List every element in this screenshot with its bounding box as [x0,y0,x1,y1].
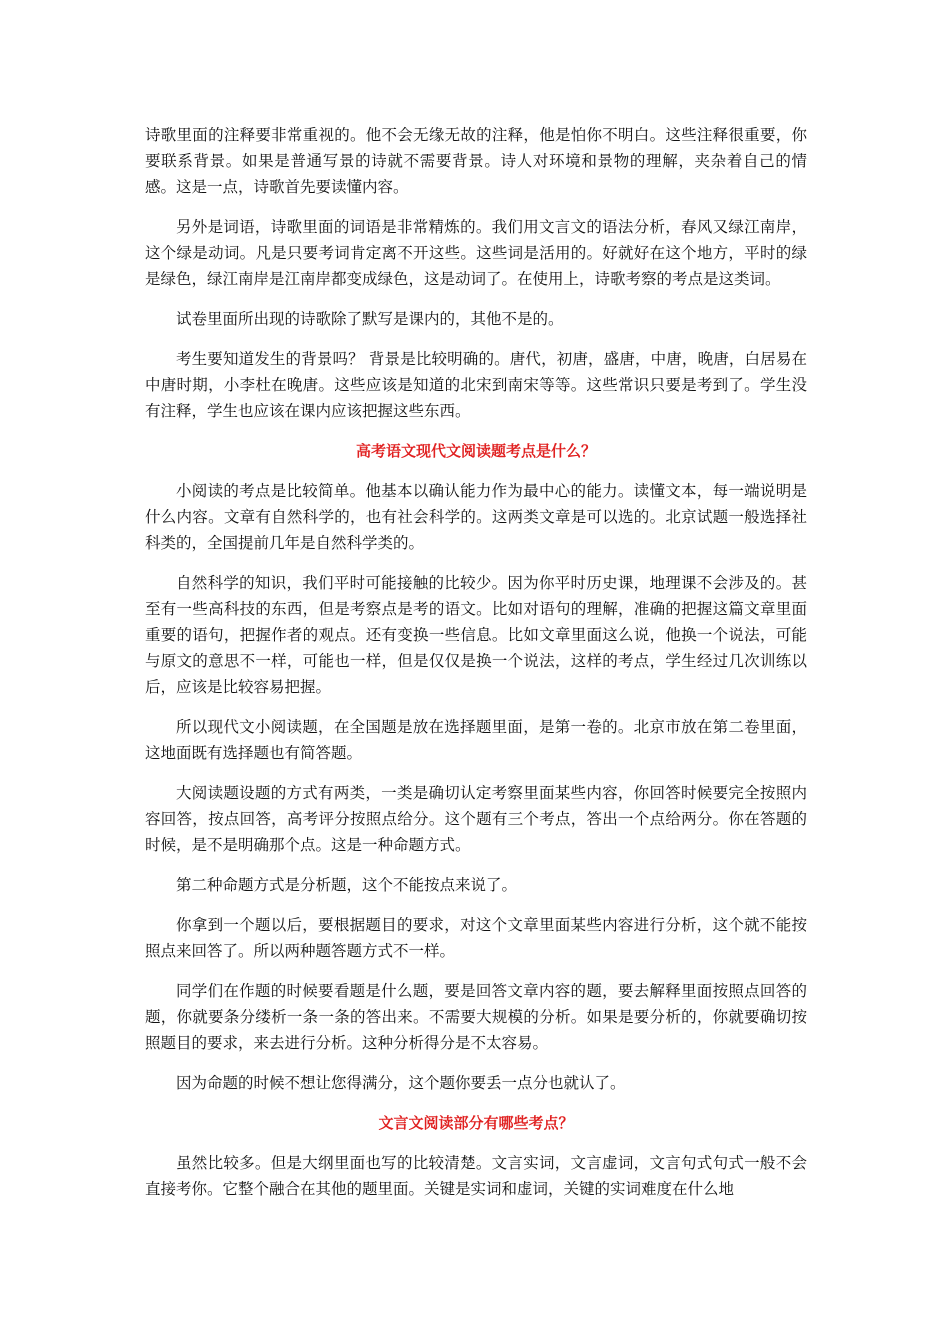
paragraph: 大阅读题设题的方式有两类，一类是确切认定考察里面某些内容，你回答时候要完全按照内容回答，按点回答，高考评分按照点给分。这个题有三个考点，答出一个点给两分。你在答题的时候，是不是明确那个点。这是一种命题方式。 [145,784,807,854]
paragraph: 诗歌里面的注释要非常重视的。他不会无缘无故的注释，他是怕你不明白。这些注释很重要，你要联系背景。如果是普通写景的诗就不需要背景。诗人对环境和景物的理解，夹杂着自己的情感。这是一点，诗歌首先要读懂内容。 [145,126,807,196]
paragraph: 因为命题的时候不想让您得满分，这个题你要丢一点分也就认了。 [176,1074,626,1092]
paragraph: 所以现代文小阅读题，在全国题是放在选择题里面，是第一卷的。北京市放在第二卷里面，这地面既有选择题也有简答题。 [145,718,807,762]
paragraph: 另外是词语，诗歌里面的词语是非常精炼的。我们用文言文的语法分析，春风又绿江南岸，这个绿是动词。凡是只要考词肯定离不开这些。这些词是活用的。好就好在这个地方，平时的绿是绿色，绿江南岸是江南岸都变成绿色，这是动词了。在使用上，诗歌考察的考点是这类词。 [145,218,807,288]
paragraph: 小阅读的考点是比较简单。他基本以确认能力作为最中心的能力。读懂文本，每一端说明是什么内容。文章有自然科学的，也有社会科学的。这两类文章是可以选的。北京试题一般选择社科类的，全国提前几年是自然科学类的。 [145,482,807,552]
document-body [145,122,807,1216]
paragraph: 试卷里面所出现的诗歌除了默写是课内的，其他不是的。 [176,310,564,328]
paragraph: 同学们在作题的时候要看题是什么题，要是回答文章内容的题，要去解释里面按照点回答的题，你就要条分缕析一条一条的答出来。不需要大规模的分析。如果是要分析的，你就要确切按照题目的要求，来去进行分析。这种分析得分是不太容易。 [145,982,807,1052]
paragraph: 虽然比较多。但是大纲里面也写的比较清楚。文言实词，文言虚词，文言句式句式一般不会直接考你。它整个融合在其他的题里面。关键是实词和虚词，关键的实词难度在什么地 [145,1154,807,1198]
paragraph: 你拿到一个题以后，要根据题目的要求，对这个文章里面某些内容进行分析，这个就不能按照点来回答了。所以两种题答题方式不一样。 [145,916,807,960]
paragraph: 自然科学的知识，我们平时可能接触的比较少。因为你平时历史课，地理课不会涉及的。甚至有一些高科技的东西，但是考察点是考的语文。比如对语句的理解，准确的把握这篇文章里面重要的语句，把握作者的观点。还有变换一些信息。比如文章里面这么说，他换一个说法，可能与原文的意思不一样，可能也一样，但是仅仅是换一个说法，这样的考点，学生经过几次训练以后，应该是比较容易把握。 [145,574,807,696]
paragraph: 考生要知道发生的背景吗？ 背景是比较明确的。唐代，初唐，盛唐，中唐，晚唐，白居易在中唐时期，小李杜在晚唐。这些应该是知道的北宋到南宋等等。这些常识只要是考到了。学生没有注释，学生也应该在课内应该把握这些东西。 [145,350,807,420]
section-heading-classical-reading: 文言文阅读部分有哪些考点？ [378,1114,574,1132]
section-heading-modern-reading: 高考语文现代文阅读题考点是什么？ [355,442,596,460]
paragraph: 第二种命题方式是分析题，这个不能按点来说了。 [176,876,518,894]
